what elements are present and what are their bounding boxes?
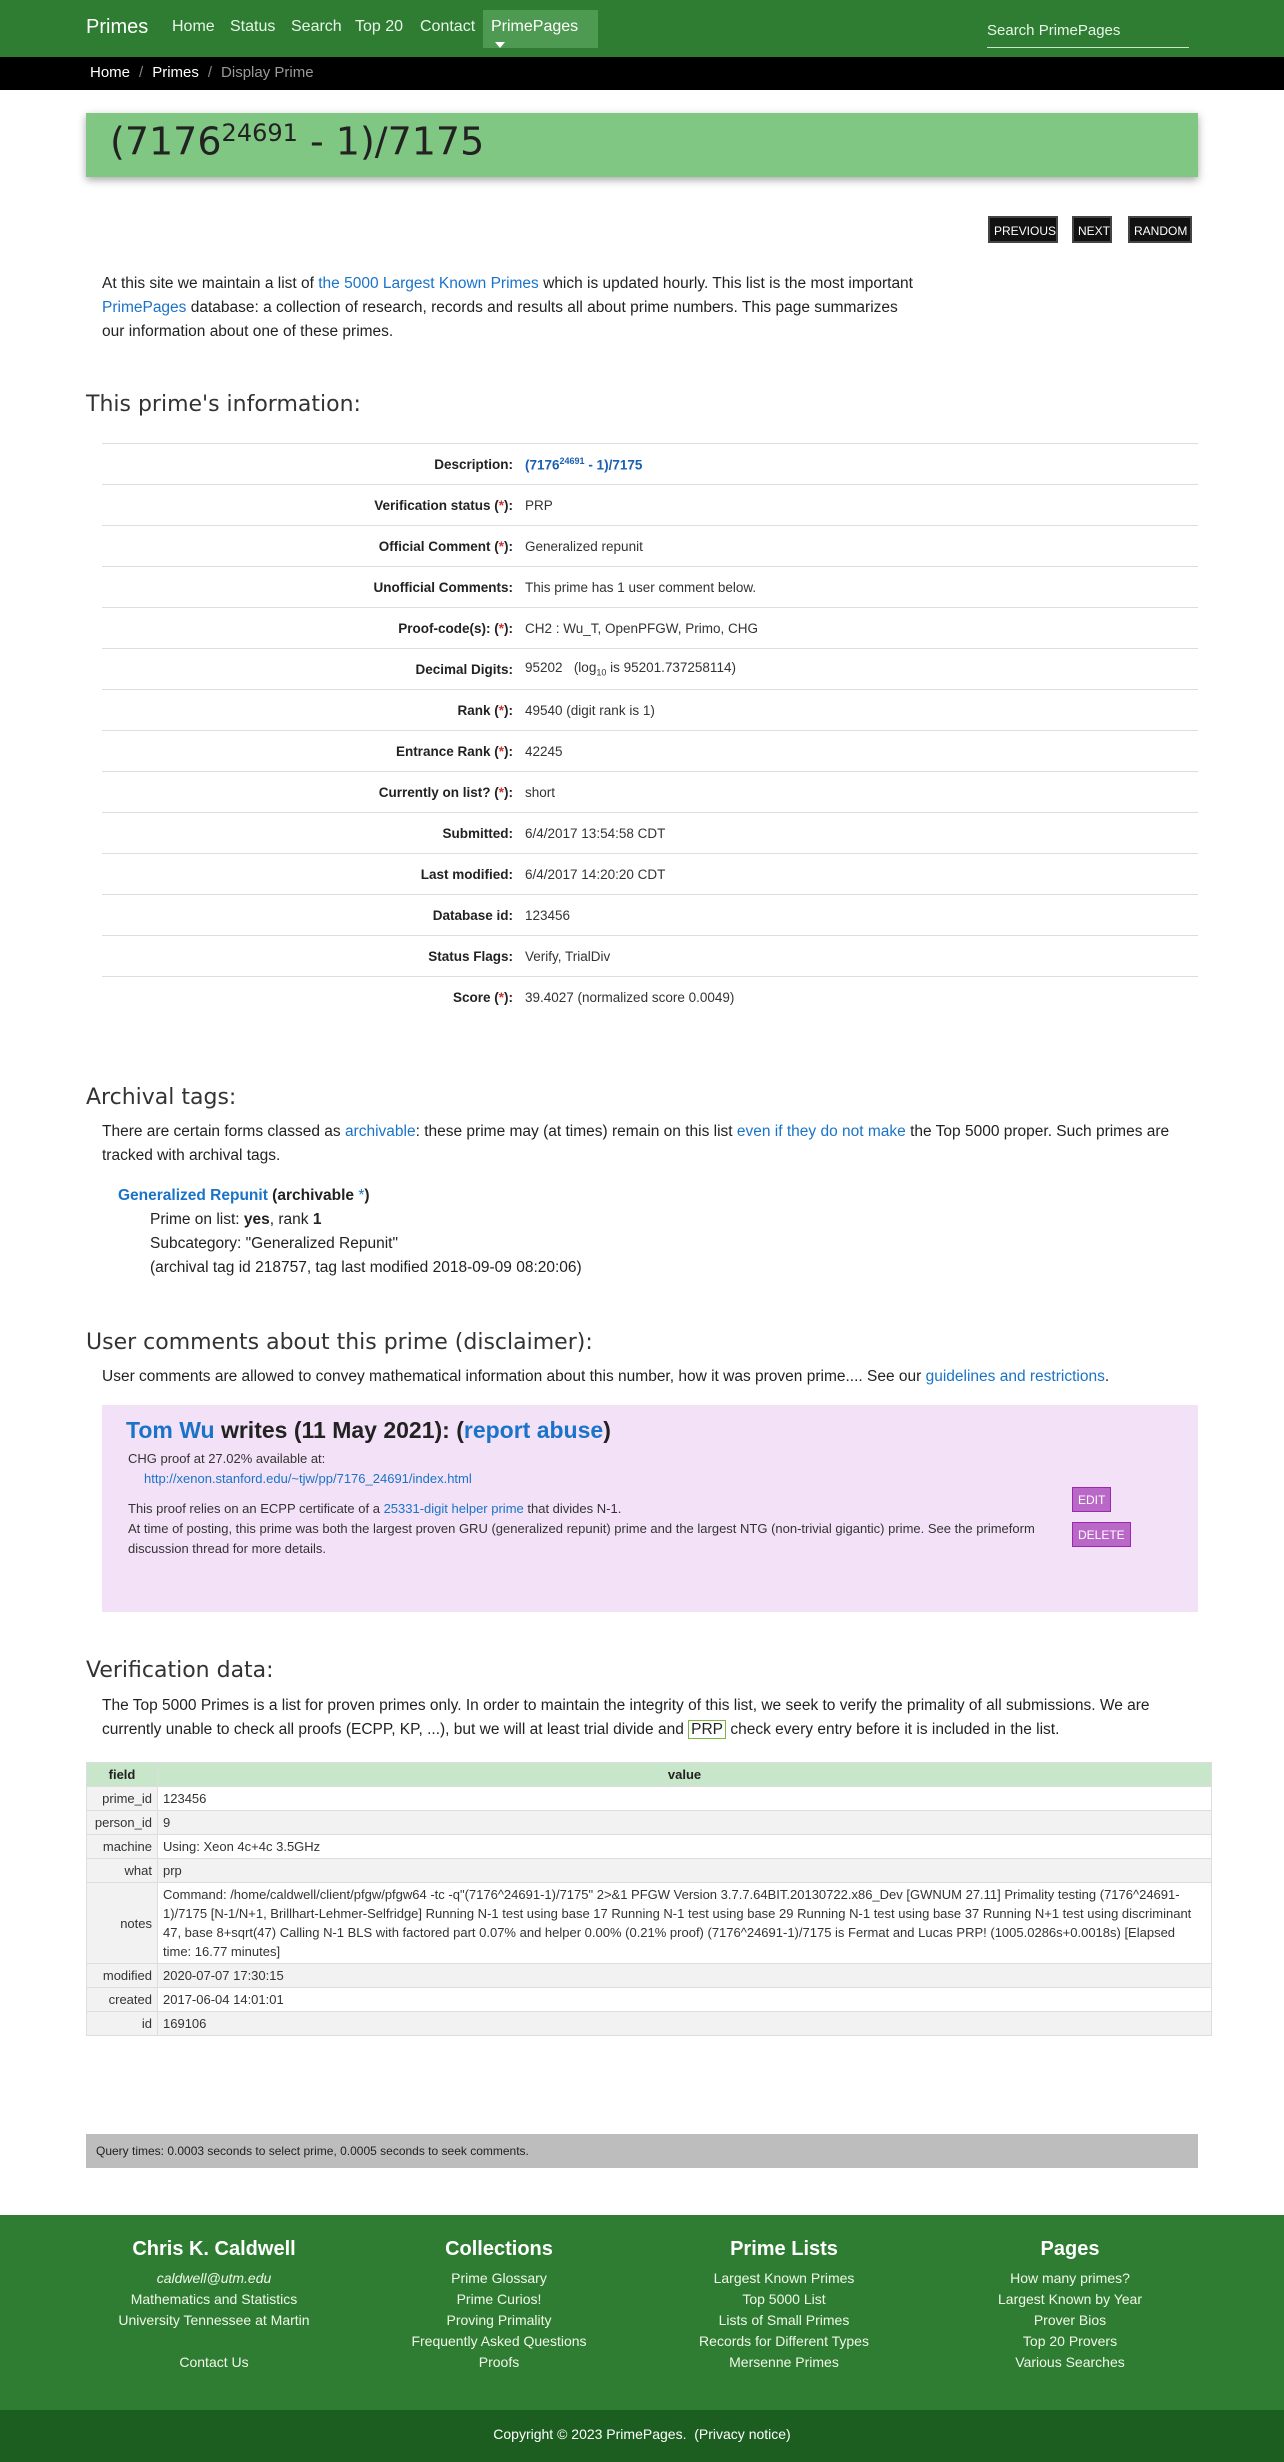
footer-col-title: Chris K. Caldwell xyxy=(132,2238,296,2260)
info-label: Score (*): xyxy=(452,989,513,1005)
info-label: Description: xyxy=(434,456,513,472)
footer-link[interactable]: Largest Known Primes xyxy=(713,2270,855,2286)
info-value: 39.4027 (normalized score 0.0049) xyxy=(525,989,735,1005)
help-link[interactable]: * xyxy=(498,743,504,759)
field-cell: id xyxy=(87,2012,158,2036)
query-times: Query times: 0.0003 seconds to select prime, 0.0005 seconds to seek comments. xyxy=(86,2134,1198,2168)
footer-email-link[interactable]: caldwell@utm.edu xyxy=(156,2270,272,2286)
description-exponent: 24691 xyxy=(559,455,585,466)
info-row-database-id xyxy=(102,894,1198,935)
archivable-link[interactable]: archivable xyxy=(344,1123,416,1140)
caret-down-icon xyxy=(495,42,505,48)
footer-link[interactable]: How many primes? xyxy=(1010,2270,1130,2286)
description-rest: - 1)/7175 xyxy=(584,457,643,473)
breadcrumb-primes[interactable]: Primes xyxy=(152,64,199,81)
info-row-on-list xyxy=(102,771,1198,812)
log-text: (log xyxy=(573,660,597,676)
archival-text: the Top 5000 proper. Such primes are tracked with archival tags. xyxy=(102,1123,1170,1164)
value-cell: 123456 xyxy=(158,1787,1212,1811)
archival-heading: Archival tags: xyxy=(86,1085,237,1110)
footer-link[interactable]: Proving Primality xyxy=(446,2312,552,2328)
onlist-text: , rank xyxy=(269,1211,313,1228)
prp-abbr: PRP xyxy=(688,1720,726,1739)
comments-heading: User comments about this prime (disclaimer): xyxy=(86,1330,593,1355)
help-link[interactable]: * xyxy=(498,497,504,513)
value-cell: 169106 xyxy=(158,2012,1212,2036)
label-text: Score xyxy=(452,989,491,1005)
info-heading: This prime's information: xyxy=(86,392,361,417)
footer-col-title: Collections xyxy=(445,2238,553,2260)
info-value: 42245 xyxy=(525,743,563,759)
column-header-value: value xyxy=(158,1763,1212,1787)
table-row xyxy=(87,1859,1212,1883)
copyright-bar xyxy=(0,2410,1284,2462)
value-cell: prp xyxy=(158,1859,1212,1883)
archival-tag-line xyxy=(118,1184,582,1208)
table-row xyxy=(87,1835,1212,1859)
table-row xyxy=(87,2012,1212,2036)
table-row xyxy=(87,1811,1212,1835)
footer-link[interactable]: Prime Curios! xyxy=(456,2291,542,2307)
label-text: Entrance Rank xyxy=(395,743,491,759)
info-value: PRP xyxy=(525,497,553,513)
brand-link[interactable]: Primes xyxy=(86,16,149,38)
delete-button[interactable]: DELETE xyxy=(1072,1522,1131,1547)
help-link[interactable]: * xyxy=(498,989,504,1005)
footer-link[interactable]: Proofs xyxy=(478,2354,520,2370)
info-row-entrance-rank xyxy=(102,730,1198,771)
info-row-official-comment xyxy=(102,525,1198,566)
largest-primes-link[interactable]: the 5000 Largest Known Primes xyxy=(318,275,539,292)
helper-prime-link[interactable]: 25331-digit helper prime xyxy=(383,1501,524,1516)
info-value xyxy=(519,660,736,678)
footer-col-author xyxy=(74,2239,354,2373)
info-label: Currently on list? (*): xyxy=(378,784,513,800)
prime-info-table xyxy=(102,443,1198,1017)
intro-text: At this site we maintain a list of xyxy=(102,275,319,292)
info-row-rank xyxy=(102,689,1198,730)
verification-table xyxy=(86,1762,1212,2036)
nav-status[interactable]: Status xyxy=(230,18,276,35)
info-row-score xyxy=(102,976,1198,1017)
table-row xyxy=(87,1883,1212,1964)
archival-text: There are certain forms classed as xyxy=(102,1123,345,1140)
footer-link[interactable]: Frequently Asked Questions xyxy=(411,2333,587,2349)
comments-paragraph xyxy=(102,1365,1202,1389)
breadcrumb-home[interactable]: Home xyxy=(90,64,131,81)
title-banner xyxy=(86,113,1198,177)
help-link[interactable]: * xyxy=(498,538,504,554)
info-value: Verify, TrialDiv xyxy=(525,948,611,964)
info-value: 6/4/2017 14:20:20 CDT xyxy=(525,866,666,882)
previous-button[interactable]: PREVIOUS xyxy=(988,216,1058,243)
archival-text: : these prime may (at times) remain on this list xyxy=(415,1123,737,1140)
footer-link[interactable]: Prover Bios xyxy=(1033,2312,1107,2328)
digits-value: 95202 xyxy=(525,660,563,676)
column-header-field: field xyxy=(87,1763,158,1787)
info-row-digits xyxy=(102,648,1198,689)
comment-line: CHG proof at 27.02% available at: xyxy=(128,1451,326,1466)
comment-close: ) xyxy=(603,1417,611,1443)
nav-contact[interactable]: Contact xyxy=(420,18,476,35)
value-cell: 2020-07-07 17:30:15 xyxy=(158,1964,1212,1988)
even-if-link[interactable]: even if they do not make xyxy=(736,1123,906,1140)
comment-body xyxy=(128,1449,1048,1559)
table-row xyxy=(87,1988,1212,2012)
footer-link[interactable]: Top 5000 List xyxy=(742,2291,826,2307)
info-label: Status Flags: xyxy=(428,948,513,964)
footer-gap xyxy=(74,2331,354,2352)
footer-link[interactable]: Records for Different Types xyxy=(699,2333,869,2349)
search-input[interactable] xyxy=(987,14,1189,48)
description-link[interactable] xyxy=(519,456,642,473)
info-row-unofficial xyxy=(102,566,1198,607)
info-label: Entrance Rank (*): xyxy=(395,743,513,759)
log-text: is 95201.737258114) xyxy=(606,660,736,676)
next-button[interactable]: NEXT xyxy=(1072,216,1112,243)
info-label: Verification status (*): xyxy=(374,497,513,513)
breadcrumb-current: Display Prime xyxy=(221,64,314,81)
footer-contact-link[interactable]: Contact Us xyxy=(179,2354,249,2370)
privacy-link[interactable]: (Privacy notice) xyxy=(694,2426,791,2442)
info-row-proof-codes xyxy=(102,607,1198,648)
field-cell: notes xyxy=(87,1883,158,1964)
description-base: (7176 xyxy=(525,457,560,473)
footer-link[interactable]: Mersenne Primes xyxy=(729,2354,839,2370)
archival-tag-link[interactable]: Generalized Repunit xyxy=(118,1187,268,1204)
verification-text: The Top 5000 Primes is a list for proven primes only. In order to maintain the integrity of this list, we seek to verify the primality of all submissions. We are currently unable to check all proofs (ECPP, KP, ...), but we will at least trial divide and xyxy=(102,1697,1150,1738)
info-value: 6/4/2017 13:54:58 CDT xyxy=(525,825,666,841)
label-text: Rank xyxy=(457,702,491,718)
help-link[interactable]: * xyxy=(498,620,504,636)
info-label: Proof-code(s): (*): xyxy=(398,620,513,636)
nav-top20[interactable]: Top 20 xyxy=(355,18,404,35)
info-label: Decimal Digits: xyxy=(415,661,513,677)
info-label: Database id: xyxy=(432,907,513,923)
guidelines-link[interactable]: guidelines and restrictions xyxy=(925,1368,1105,1385)
verification-heading: Verification data: xyxy=(86,1658,274,1683)
archival-tag-suffix: (archivable xyxy=(267,1187,359,1204)
label-text: Official Comment xyxy=(378,538,491,554)
footer-text: Mathematics and Statistics xyxy=(130,2291,298,2307)
info-value: 123456 xyxy=(525,907,571,923)
info-value: 49540 (digit rank is 1) xyxy=(525,702,655,718)
breadcrumb-separator: / xyxy=(207,64,213,81)
footer-col-pages xyxy=(930,2239,1210,2373)
comment-line xyxy=(128,1499,1048,1519)
table-row xyxy=(87,1787,1212,1811)
verification-text: check every entry before it is included in the list. xyxy=(726,1721,1060,1738)
comment-line: At time of posting, this prime was both the largest proven GRU (generalized repunit) prime and the largest NTG (non-trivial gigantic) prime. See the primeform discussion thread for more details. xyxy=(128,1521,1035,1556)
intro-text: which is updated hourly. This list is the most important xyxy=(538,275,913,292)
comment-writes: writes (11 May 2021): ( xyxy=(214,1417,464,1443)
breadcrumb xyxy=(0,57,1284,90)
info-row-description xyxy=(102,443,1198,484)
comment-spacer xyxy=(128,1489,1048,1499)
onlist-rank: 1 xyxy=(312,1211,322,1228)
footer-col-collections xyxy=(359,2239,639,2373)
nav-search[interactable]: Search xyxy=(291,18,342,35)
footer-col-title: Pages xyxy=(1040,2238,1100,2260)
archival-tag-info: (archival tag id 218757, tag last modified 2018-09-09 08:20:06) xyxy=(150,1259,582,1276)
info-row-submitted xyxy=(102,812,1198,853)
comment-header xyxy=(126,1417,611,1444)
primepages-dropdown[interactable] xyxy=(483,10,598,48)
info-row-status-flags xyxy=(102,935,1198,976)
archival-subcategory: Subcategory: "Generalized Repunit" xyxy=(150,1235,398,1252)
help-link[interactable]: * xyxy=(498,702,504,718)
onlist-text: Prime on list: xyxy=(150,1211,244,1228)
nav-home[interactable]: Home xyxy=(172,18,215,35)
copyright-text: Copyright © 2023 PrimePages. xyxy=(493,2426,687,2442)
comments-text: User comments are allowed to convey mathematical information about this number, how it was proven prime.... See our xyxy=(102,1368,926,1385)
footer-link[interactable]: Various Searches xyxy=(1015,2354,1125,2370)
edit-button[interactable]: EDIT xyxy=(1072,1487,1111,1512)
archival-paragraph xyxy=(102,1120,1192,1168)
info-label: Submitted: xyxy=(442,825,513,841)
field-cell: created xyxy=(87,1988,158,2012)
comment-text: that divides N-1. xyxy=(523,1501,622,1516)
field-cell: what xyxy=(87,1859,158,1883)
title-rest: - 1)/7175 xyxy=(297,119,485,164)
footer-link[interactable]: Prime Glossary xyxy=(451,2270,547,2286)
archival-tag-block xyxy=(118,1184,582,1280)
footer-link[interactable]: Largest Known by Year xyxy=(998,2291,1142,2307)
footer-col-title: Prime Lists xyxy=(730,2238,838,2260)
primepages-link[interactable]: PrimePages xyxy=(102,299,187,316)
navbar xyxy=(0,0,1284,57)
breadcrumb-separator: / xyxy=(139,64,144,81)
table-row xyxy=(87,1964,1212,1988)
value-cell: 2017-06-04 14:01:01 xyxy=(158,1988,1212,2012)
field-cell: machine xyxy=(87,1835,158,1859)
field-cell: modified xyxy=(87,1964,158,1988)
value-cell: 9 xyxy=(158,1811,1212,1835)
proof-url-link[interactable]: http://xenon.stanford.edu/~tjw/pp/7176_24691/index.html xyxy=(144,1471,472,1486)
comment-text: This proof relies on an ECPP certificate of a xyxy=(128,1501,384,1516)
dropdown-label: PrimePages xyxy=(491,18,579,35)
title-base: (7176 xyxy=(110,119,222,164)
label-text: Verification status xyxy=(374,497,491,513)
intro-paragraph xyxy=(102,272,922,344)
value-cell: Using: Xeon 4c+4c 3.5GHz xyxy=(158,1835,1212,1859)
onlist-yes: yes xyxy=(243,1211,270,1228)
archival-tag-close: ) xyxy=(364,1187,370,1204)
field-cell: prime_id xyxy=(87,1787,158,1811)
field-cell: person_id xyxy=(87,1811,158,1835)
footer-link[interactable]: Top 20 Provers xyxy=(1022,2333,1118,2349)
info-value: This prime has 1 user comment below. xyxy=(525,579,757,595)
help-link[interactable]: * xyxy=(498,784,504,800)
info-label: Official Comment (*): xyxy=(378,538,513,554)
random-button[interactable]: RANDOM xyxy=(1128,216,1192,243)
value-cell: Command: /home/caldwell/client/pfgw/pfgw64 -tc -q"(7176^24691-1)/7175" 2>&1 PFGW Version 3.7.7.64BIT.20130722.x86_Dev [GWNUM 27.11] Primality testing (7176^24691-1)/7175 [N-1/N+1, Brillhart-Lehmer-Selfridge] Running N-1 test using base 17 Running N-1 test using base 29 Running N-1 test using base 37 Running N+1 test using discriminant 47, base 8+sqrt(47) Calling N-1 BLS with factored part 0.07% and helper 0.00% (0.21% proof) (7176^24691-1)/7175 is Fermat and Lucas PRP! (1005.0286s+0.0018s) [Elapsed time: 16.77 minutes] xyxy=(158,1883,1212,1964)
info-row-last-modified xyxy=(102,853,1198,894)
info-label: Unofficial Comments: xyxy=(373,579,513,595)
label-text: Proof-code(s): xyxy=(398,620,491,636)
archival-onlist xyxy=(118,1208,582,1232)
page-title xyxy=(110,119,484,164)
user-comment xyxy=(102,1405,1198,1612)
footer-text: University Tennessee at Martin xyxy=(118,2312,310,2328)
intro-text: database: a collection of research, records and results all about prime numbers. This page summarizes our information about one of these primes. xyxy=(102,299,898,340)
log-base: 10 xyxy=(596,667,607,678)
archivable-help-link[interactable]: * xyxy=(358,1187,365,1204)
info-value: CH2 : Wu_T, OpenPFGW, Primo, CHG xyxy=(525,620,759,636)
title-exponent: 24691 xyxy=(221,119,298,147)
info-row-verification xyxy=(102,484,1198,525)
comment-author-link[interactable]: Tom Wu xyxy=(126,1417,215,1443)
footer-link[interactable]: Lists of Small Primes xyxy=(718,2312,850,2328)
verification-paragraph xyxy=(102,1694,1202,1742)
info-value: Generalized repunit xyxy=(525,538,643,554)
label-text: Currently on list? xyxy=(378,784,491,800)
info-label: Last modified: xyxy=(420,866,513,882)
info-label: Rank (*): xyxy=(457,702,513,718)
footer-col-prime-lists xyxy=(644,2239,924,2373)
report-abuse-link[interactable]: report abuse xyxy=(463,1417,604,1443)
footer xyxy=(0,2215,1284,2410)
table-header-row xyxy=(87,1763,1212,1787)
comments-text: . xyxy=(1104,1368,1110,1385)
info-value: short xyxy=(525,784,556,800)
